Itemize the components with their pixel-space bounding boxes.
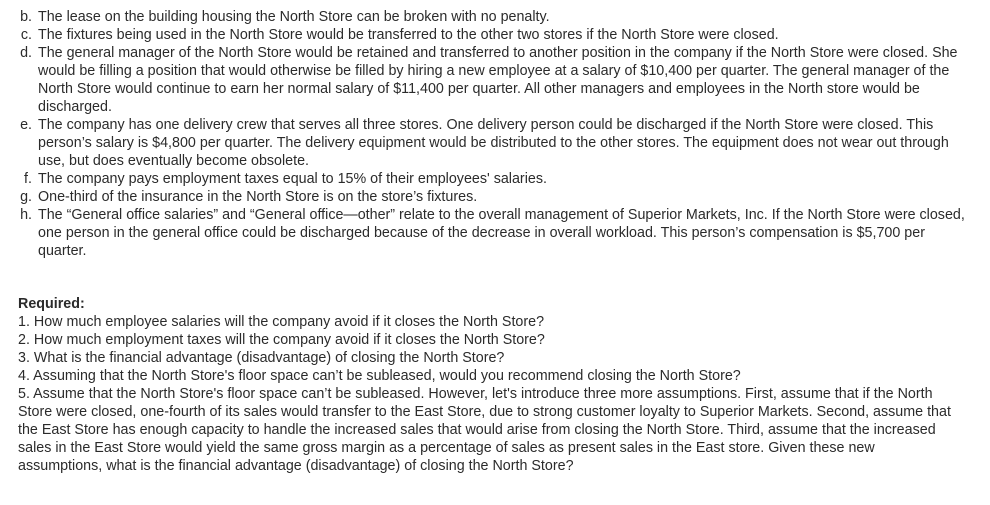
assumption-marker: e. <box>20 117 32 133</box>
assumption-item-c <box>0 26 972 44</box>
assumption-marker: b. <box>20 9 32 25</box>
assumption-text: One-third of the insurance in the North Store is on the store’s fixtures. <box>38 189 478 205</box>
assumption-text: The company pays employment taxes equal to 15% of their employees' salaries. <box>38 171 547 187</box>
assumption-item-b <box>0 8 972 26</box>
assumption-item-f <box>0 170 972 188</box>
assumption-text: The general manager of the North Store would be retained and transferred to another position in the company if the North Store were closed. She would be filling a position that would otherwise be filled by hiring a new employee at a salary of $10,400 per quarter. The general manager of the North Store would continue to earn her normal salary of $11,400 per quarter. All other managers and employees in the North store would be discharged. <box>38 45 958 115</box>
assumption-marker: d. <box>20 45 32 61</box>
assumption-marker: h. <box>20 207 32 223</box>
assumption-item-e <box>0 116 972 170</box>
assumption-text: The “General office salaries” and “General office—other” relate to the overall management of Superior Markets, Inc. If the North Store were closed, one person in the general office could be discharged because of the decrease in overall workload. This person’s compensation is $5,700 per quarter. <box>38 207 965 259</box>
question-1: 1. How much employee salaries will the company avoid if it closes the North Store? <box>18 314 545 330</box>
question-4: 4. Assuming that the North Store's floor space can’t be subleased, would you recommend closing the North Store? <box>18 368 741 384</box>
assumption-item-h <box>0 206 972 260</box>
question-5: 5. Assume that the North Store's floor space can’t be subleased. However, let's introduce three more assumptions. First, assume that if the North Store were closed, one-fourth of its sales would transfer to the East Store, due to strong customer loyalty to Superior Markets. Second, assume that the East Store has enough capacity to handle the increased sales that would arise from closing the North Store. Third, assume that the increased sales in the East Store would yield the same gross margin as a percentage of sales as present sales in the East store. Given these new assumptions, what is the financial advantage (disadvantage) of closing the North Store? <box>18 386 951 474</box>
assumption-text: The company has one delivery crew that serves all three stores. One delivery person could be discharged if the North Store were closed. This person’s salary is $4,800 per quarter. The delivery equipment would be distributed to the other stores. The equipment does not wear out through use, but does eventually become obsolete. <box>38 117 949 169</box>
assumption-text: The lease on the building housing the North Store can be broken with no penalty. <box>38 9 550 25</box>
required-section <box>18 295 958 475</box>
question-3: 3. What is the financial advantage (disadvantage) of closing the North Store? <box>18 350 505 366</box>
assumption-text: The fixtures being used in the North Store would be transferred to the other two stores if the North Store were closed. <box>38 27 779 43</box>
assumption-marker: f. <box>24 171 32 187</box>
question-2: 2. How much employment taxes will the company avoid if it closes the North Store? <box>18 332 545 348</box>
assumption-item-d <box>0 44 972 116</box>
required-heading: Required: <box>18 296 85 312</box>
assumption-marker: c. <box>20 27 32 43</box>
assumption-marker: g. <box>20 189 32 205</box>
assumption-item-g <box>0 188 972 206</box>
assumptions-list <box>0 8 972 260</box>
